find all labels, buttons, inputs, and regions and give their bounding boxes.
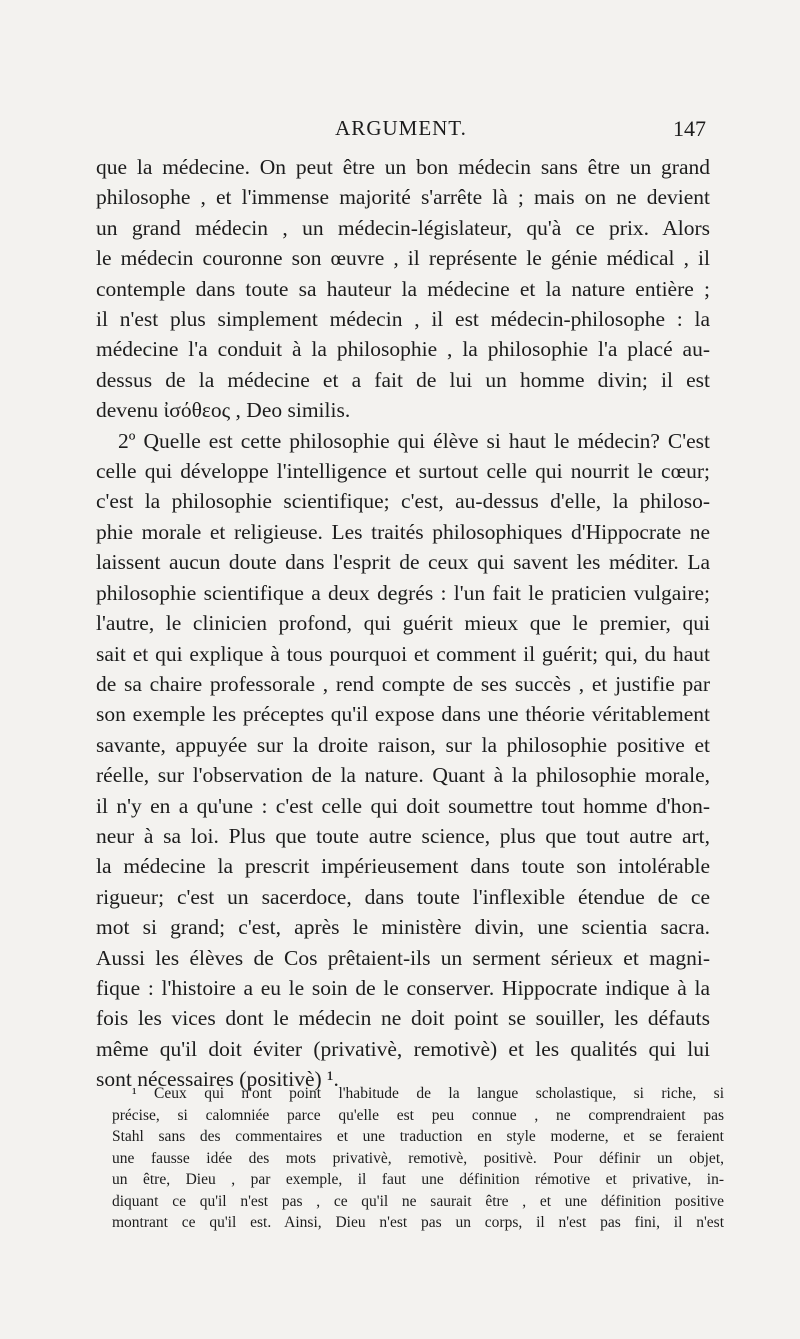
footnote (112, 1083, 724, 1234)
text-line: laissent aucun doute dans l'esprit de ceux qui savent les méditer. La (96, 550, 710, 575)
text-line: c'est la philosophie scientifique; c'est, au-dessus d'elle, la philoso- (96, 489, 710, 514)
text-line: médecine l'a conduit à la philosophie , la philosophie l'a placé au- (96, 337, 710, 362)
text-line: la médecine la prescrit impérieusement dans toute son intolérable (96, 854, 710, 879)
text-line: contemple dans toute sa hauteur la médecine et la nature entière ; (96, 276, 710, 301)
text-line: dessus de la médecine et a fait de lui un homme divin; il est (96, 367, 710, 392)
text-line: philosophe , et l'immense majorité s'arrête là ; mais on ne devient (96, 185, 710, 210)
footnote-line: montrant ce qu'il est. Ainsi, Dieu n'est pas un corps, il n'est pas fini, il n'est (112, 1214, 724, 1231)
text-line: sont nécessaires (positivè) ¹. (96, 1067, 339, 1092)
footnote-line: diquant ce qu'il n'est pas , ce qu'il ne saurait être , et une définition positive (112, 1192, 724, 1210)
page-number: 147 (673, 116, 706, 141)
text-line: mot si grand; c'est, après le ministère divin, une scientia sacra. (96, 915, 710, 940)
text-line: philosophie scientifique a deux degrés : l'un fait le praticien vulgaire; (96, 580, 710, 605)
footnote-line: Stahl sans des commentaires et une traduction en style moderne, et se feraient (112, 1128, 724, 1145)
text-line: il n'est plus simplement médecin , il est médecin-philosophe : la (96, 307, 710, 332)
footnote-line: ¹ Ceux qui n'ont point l'habitude de la langue scholastique, si riche, si (132, 1085, 724, 1102)
footnote-line: précise, si calomniée parce qu'elle est peu connue , ne comprendraient pas (112, 1106, 724, 1124)
text-line: sait et qui explique à tous pourquoi et comment il guérit; qui, du haut (96, 641, 710, 666)
text-line: neur à sa loi. Plus que toute autre science, plus que tout autre art, (96, 823, 710, 848)
text-line: l'autre, le clinicien profond, qui guérit mieux que le premier, qui (96, 611, 710, 636)
text-line: le médecin couronne son œuvre , il représente le génie médical , il (96, 246, 710, 271)
text-line: fois les vices dont le médecin ne doit point se souiller, les défauts (96, 1006, 710, 1031)
text-line: 2º Quelle est cette philosophie qui élève si haut le médecin? C'est (118, 428, 710, 453)
footnote-line: une fausse idée des mots privativè, remotivè, positivè. Pour définir un objet, (112, 1149, 724, 1167)
text-line: de sa chaire professorale , rend compte de ses succès , et justifie par (96, 671, 710, 696)
main-text (96, 152, 710, 1095)
footnote-line: un être, Dieu , par exemple, il faut une définition rémotive et privative, in- (112, 1171, 724, 1188)
page-header (96, 116, 706, 146)
text-line: réelle, sur l'observation de la nature. Quant à la philosophie morale, (96, 763, 710, 788)
text-line: rigueur; c'est un sacerdoce, dans toute l'inflexible étendue de ce (96, 884, 710, 909)
text-line: son exemple les préceptes qu'il expose dans une théorie véritablement (96, 702, 710, 727)
text-line: même qu'il doit éviter (privativè, remotivè) et les qualités qui lui (96, 1036, 710, 1061)
text-line: devenu ἰσόθεος , Deo similis. (96, 398, 351, 423)
text-line: Aussi les élèves de Cos prêtaient-ils un serment sérieux et magni- (96, 945, 710, 970)
text-line: un grand médecin , un médecin-législateur, qu'à ce prix. Alors (96, 215, 710, 240)
text-line: il n'y en a qu'une : c'est celle qui doit soumettre tout homme d'hon- (96, 793, 710, 818)
text-line: que la médecine. On peut être un bon médecin sans être un grand (96, 155, 710, 179)
text-line: celle qui développe l'intelligence et surtout celle qui nourrit le cœur; (96, 459, 710, 484)
text-line: savante, appuyée sur la droite raison, sur la philosophie positive et (96, 732, 710, 757)
running-title: ARGUMENT. (335, 116, 467, 140)
text-line: fique : l'histoire a eu le soin de le conserver. Hippocrate indique à la (96, 975, 710, 1000)
text-line: phie morale et religieuse. Les traités philosophiques d'Hippocrate ne (96, 519, 710, 544)
